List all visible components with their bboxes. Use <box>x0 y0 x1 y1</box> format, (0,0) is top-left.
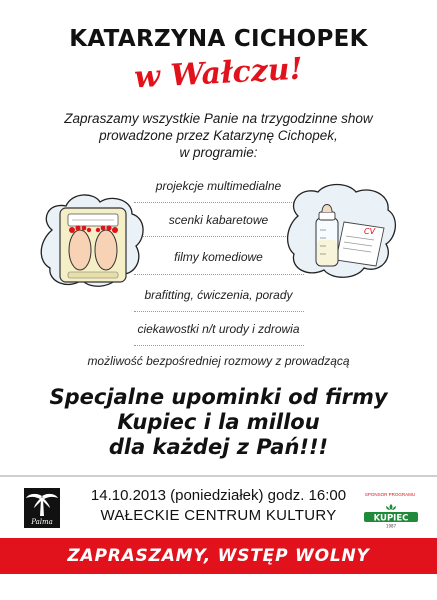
program-item: filmy komediowe <box>174 250 263 264</box>
program-item: scenki kabaretowe <box>168 213 269 227</box>
cv-label: CV <box>364 227 376 236</box>
poster-subtitle: w Wałczu! <box>133 51 304 96</box>
footer-banner-text: ZAPRASZAMY, WSTĘP WOLNY <box>67 546 370 566</box>
divider <box>0 475 437 477</box>
kupiec-logo-icon <box>362 502 420 528</box>
divider <box>134 311 304 313</box>
divider <box>134 274 304 276</box>
poster-title: KATARZYNA CICHOPEK <box>69 26 368 52</box>
palma-label: Palma <box>31 518 53 526</box>
divider <box>134 202 304 204</box>
kupiec-year: 1987 <box>385 523 397 528</box>
divider <box>134 345 304 347</box>
bathroom-scale-feet-icon <box>38 190 148 300</box>
promo-line: Kupiec i la millou <box>117 410 320 434</box>
intro-line: Zapraszamy wszystkie Panie na trzygodzinne show <box>64 111 373 126</box>
promo-line: dla każdej z Pań!!! <box>108 435 329 459</box>
intro-line: w programie: <box>179 145 258 160</box>
divider <box>134 236 304 238</box>
event-date: 14.10.2013 (poniedziałek) godz. 16:00 <box>90 487 347 504</box>
intro-text <box>40 110 397 161</box>
program-item: projekcje multimedialne <box>155 179 282 193</box>
promo-text <box>0 385 437 460</box>
intro-line: prowadzone przez Katarzynę Cichopek, <box>99 128 338 143</box>
program-item: możliwość bezpośredniej rozmowy z prowadzącą <box>87 354 350 368</box>
event-place: WAŁECKIE CENTRUM KULTURY <box>100 507 337 524</box>
program-item: brafitting, ćwiczenia, porady <box>144 288 293 302</box>
promo-line: Specjalne upominki od firmy <box>49 385 388 409</box>
sponsor-label: SPONSOR PROGRAMU <box>364 492 416 497</box>
kupiec-label: KUPIEC <box>373 513 409 524</box>
program-item: ciekawostki n/t urody i zdrowia <box>137 322 300 336</box>
baby-bottle-and-cv-icon <box>286 182 400 282</box>
